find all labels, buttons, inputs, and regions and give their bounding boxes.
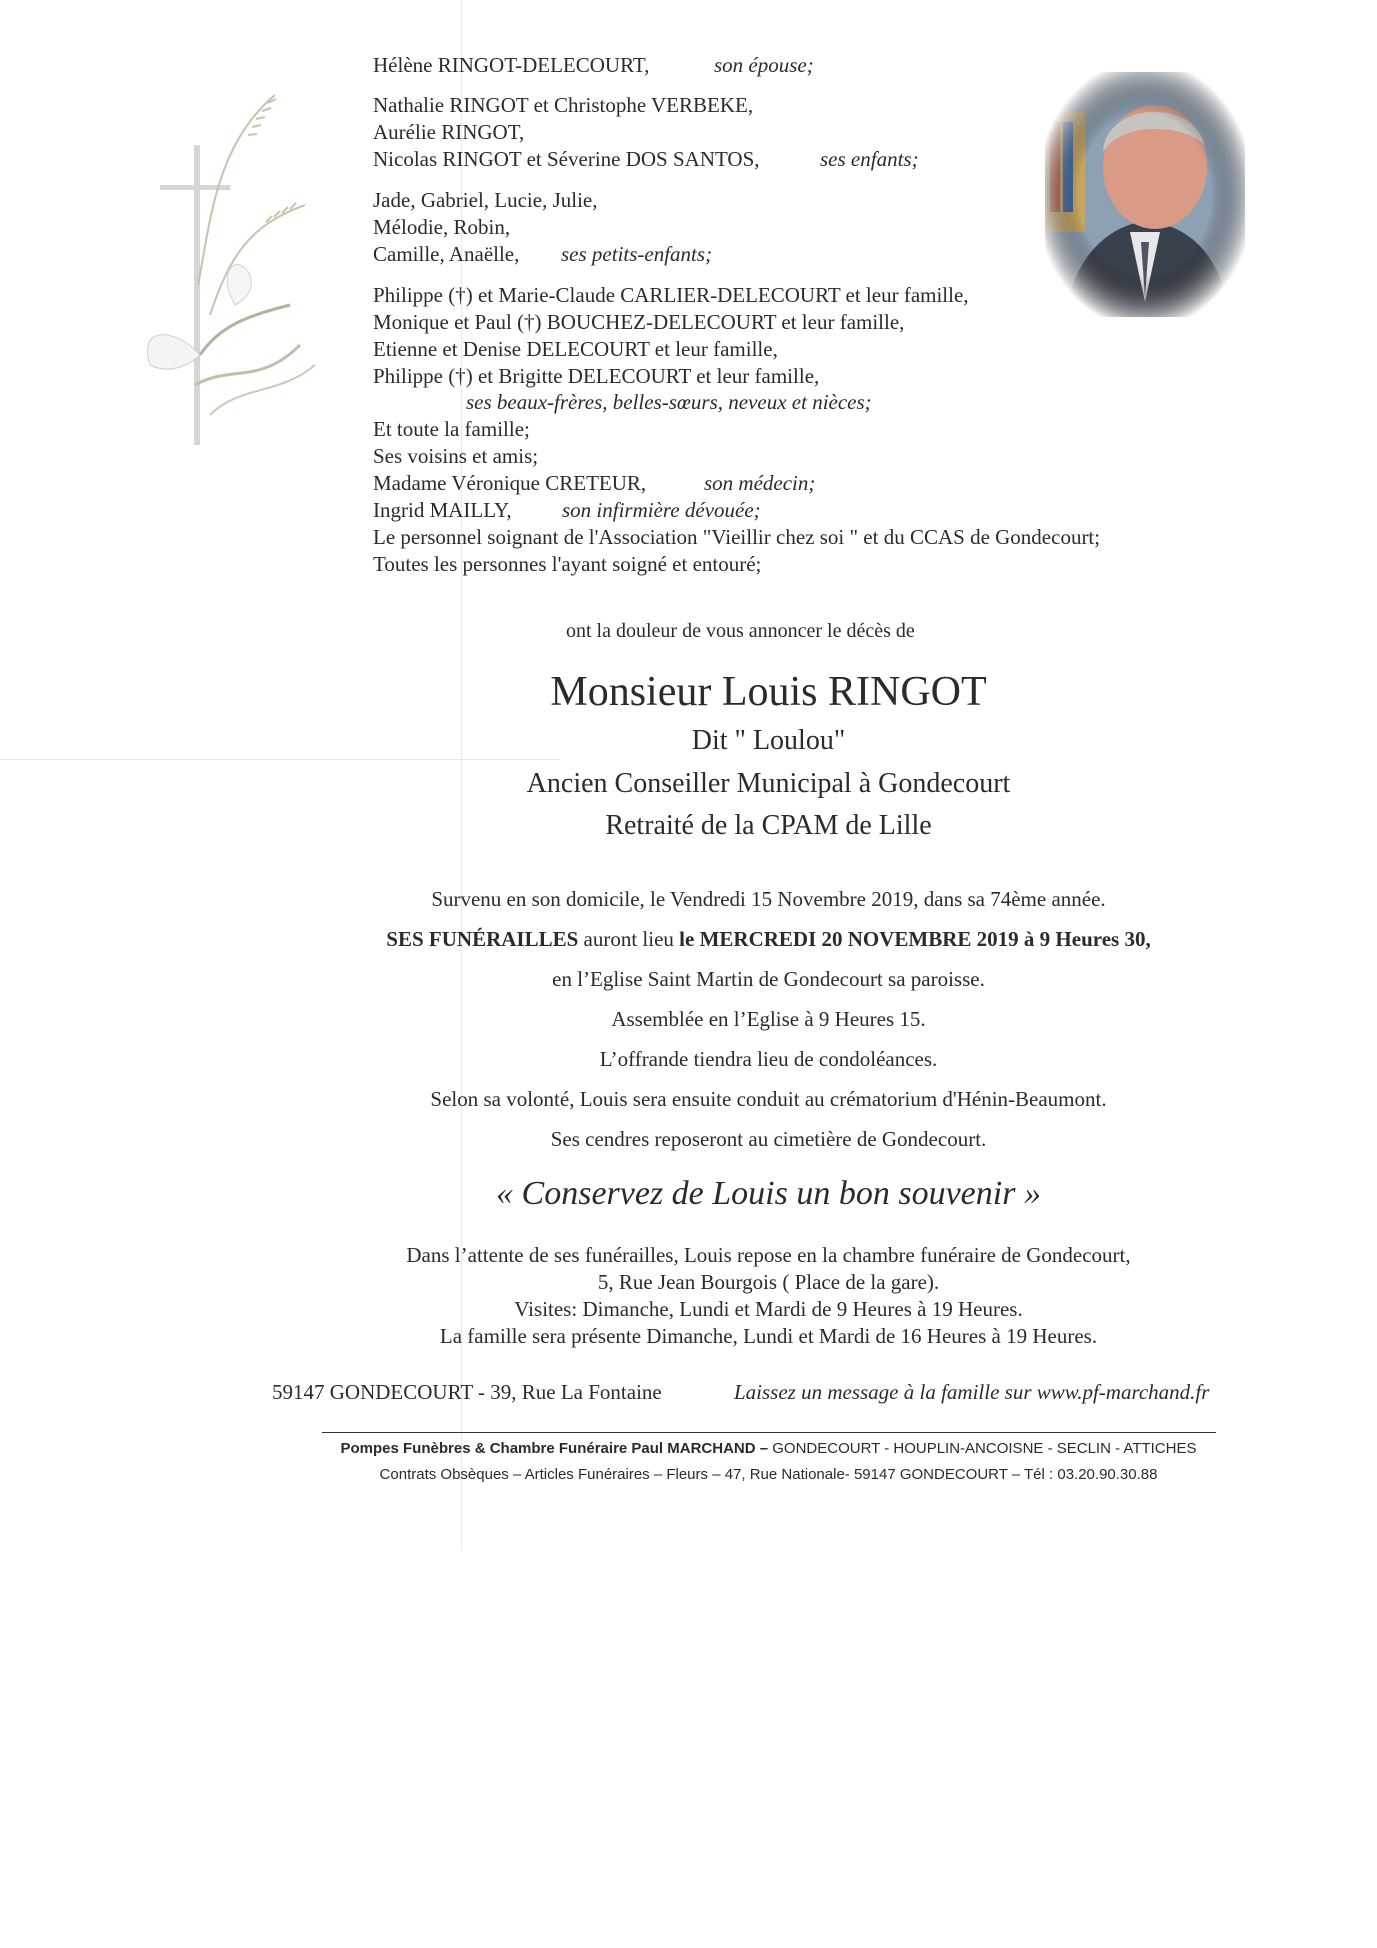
deceased-title1: Ancien Conseiller Municipal à Gondecourt <box>526 768 1011 799</box>
footer-line-1 <box>80 1440 1377 1457</box>
other-line: Ses voisins et amis; <box>373 444 539 468</box>
assembly-line: Assemblée en l’Eglise à 9 Heures 15. <box>611 1007 926 1031</box>
lily-icon <box>147 265 315 415</box>
doctor-line <box>373 470 816 496</box>
grandchild-name: Camille, Anaëlle, <box>373 242 520 266</box>
grandchild-line: Mélodie, Robin, <box>373 215 511 239</box>
grandchildren-role: ses petits-enfants; <box>561 242 713 266</box>
footer-divider <box>322 1432 1216 1433</box>
inlaws-role: ses beaux-frères, belles-sœurs, neveux et nièces; <box>466 390 872 414</box>
footer-line-2: Contrats Obsèques – Articles Funéraires – Fleurs – 47, Rue Nationale- 59147 GONDECOURT – Tél : 03.20.90.30.88 <box>379 1466 1158 1483</box>
footer-company: Pompes Funèbres & Chambre Funéraire Paul MARCHAND – <box>340 1440 769 1457</box>
funeral-connector: auront lieu <box>578 927 680 951</box>
ashes-line: Ses cendres reposeront au cimetière de Gondecourt. <box>550 1127 987 1151</box>
child-line <box>373 146 919 172</box>
address: 59147 GONDECOURT - 39, Rue La Fontaine <box>272 1380 662 1404</box>
inlaw-line: Philippe (†) et Brigitte DELECOURT et leur famille, <box>373 364 820 388</box>
visit-line-1: Dans l’attente de ses funérailles, Louis repose en la chambre funéraire de Gondecourt, <box>406 1243 1131 1267</box>
portrait-photo <box>1045 72 1245 317</box>
announce-text: ont la douleur de vous annoncer le décès de <box>566 620 915 642</box>
scan-fold-line-horizontal <box>0 759 560 760</box>
staff-line: Le personnel soignant de l'Association "Vieillir chez soi " et du CCAS de Gondecourt; <box>373 525 1101 549</box>
inlaw-line: Philippe (†) et Marie-Claude CARLIER-DELECOURT et leur famille, <box>373 283 969 307</box>
spouse-role: son épouse; <box>714 53 814 77</box>
nurse-role: son infirmière dévouée; <box>562 498 761 522</box>
death-line: Survenu en son domicile, le Vendredi 15 Novembre 2019, dans sa 74ème année. <box>431 887 1106 911</box>
quote: « Conservez de Louis un bon souvenir » <box>496 1175 1041 1212</box>
crematorium-line: Selon sa volonté, Louis sera ensuite conduit au crématorium d'Hénin-Beaumont. <box>430 1087 1107 1111</box>
funeral-heading: SES FUNÉRAILLES <box>386 927 579 951</box>
church-line: en l’Eglise Saint Martin de Gondecourt sa paroisse. <box>552 967 985 991</box>
spouse-name: Hélène RINGOT-DELECOURT, <box>373 53 650 77</box>
grandchild-line: Jade, Gabriel, Lucie, Julie, <box>373 188 598 212</box>
visit-line-3: Visites: Dimanche, Lundi et Mardi de 9 Heures à 19 Heures. <box>514 1297 1023 1321</box>
funeral-line <box>80 927 1377 952</box>
visit-line-4: La famille sera présente Dimanche, Lundi et Mardi de 16 Heures à 19 Heures. <box>439 1324 1098 1348</box>
cross-icon <box>160 145 230 445</box>
grandchild-line <box>373 241 713 267</box>
inlaw-line: Monique et Paul (†) BOUCHEZ-DELECOURT et leur famille, <box>373 310 905 334</box>
deceased-name: Monsieur Louis RINGOT <box>550 669 987 715</box>
nurse-name: Ingrid MAILLY, <box>373 498 512 522</box>
child-line: Nathalie RINGOT et Christophe VERBEKE, <box>373 93 754 117</box>
inlaw-line: Etienne et Denise DELECOURT et leur famille, <box>373 337 778 361</box>
child-name: Nicolas RINGOT et Séverine DOS SANTOS, <box>373 147 760 171</box>
deceased-nickname: Dit " Loulou" <box>691 725 846 756</box>
visit-line-2: 5, Rue Jean Bourgois ( Place de la gare). <box>597 1270 940 1294</box>
deceased-title2: Retraité de la CPAM de Lille <box>605 810 932 841</box>
offering-line: L’offrande tiendra lieu de condoléances. <box>599 1047 938 1071</box>
footer-locations: GONDECOURT - HOUPLIN-ANCOISNE - SECLIN - ATTICHES <box>768 1440 1197 1457</box>
all-line: Toutes les personnes l'ayant soigné et entouré; <box>373 552 762 576</box>
other-line: Et toute la famille; <box>373 417 530 441</box>
nurse-line <box>373 497 761 523</box>
funeral-date: le MERCREDI 20 NOVEMBRE 2019 à 9 Heures 30, <box>679 927 1151 951</box>
cross-lily-illustration <box>140 85 340 445</box>
family-line-spouse <box>373 52 814 78</box>
doctor-role: son médecin; <box>704 471 816 495</box>
doctor-name: Madame Véronique CRETEUR, <box>373 471 647 495</box>
child-line: Aurélie RINGOT, <box>373 120 525 144</box>
web-message: Laissez un message à la famille sur www.pf-marchand.fr <box>734 1380 1210 1404</box>
children-role: ses enfants; <box>820 147 919 171</box>
